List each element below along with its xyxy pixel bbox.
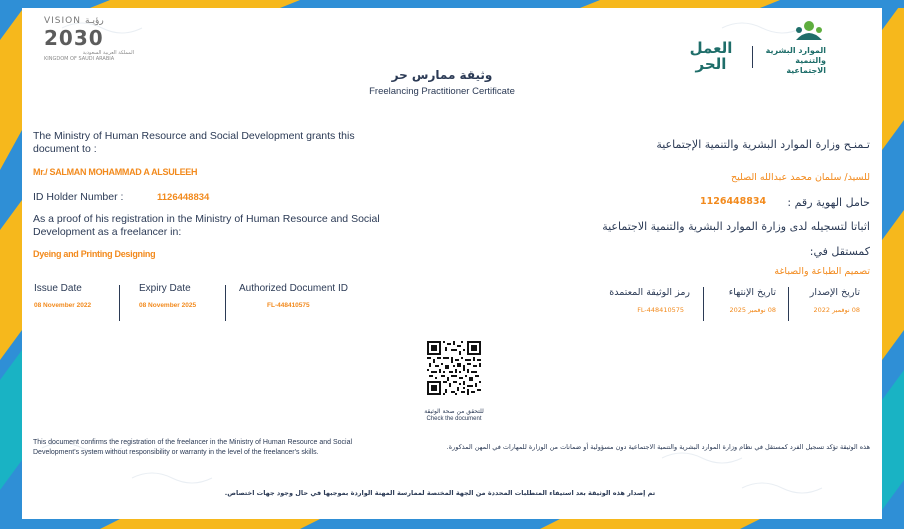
divider: [788, 287, 789, 321]
ar-grants-text: تـمنـح وزارة الموارد البشرية والتنمية الإجتماعية: [656, 138, 870, 151]
en-expiry-label: Expiry Date: [139, 283, 191, 294]
en-issue-date: [34, 283, 91, 321]
qr-code[interactable]: [427, 341, 481, 395]
ar-id-label: حامل الهوية رقم :: [787, 196, 870, 209]
en-doc-id-value: FL-448410575: [267, 302, 310, 309]
en-grants-text: The Ministry of Human Resource and Social Development grants this document to :: [33, 130, 355, 155]
vision-kingdom-en: KINGDOM OF SAUDI ARABIA: [44, 56, 115, 62]
ministry-logo-label: الموارد البشرية والتنمية الاجتماعية: [765, 46, 826, 75]
qr-label-ar: للتحقق من صحة الوثيقة: [424, 408, 484, 415]
ar-expiry-value: 08 نوفمبر 2025: [729, 306, 776, 314]
en-id-label: ID Holder Number :: [33, 191, 124, 203]
vision-year: 2030: [44, 26, 104, 50]
divider: [703, 287, 704, 321]
freelance-logo-label: العمل الحر: [689, 39, 733, 73]
divider: [225, 285, 226, 321]
en-proof-text: As a proof of his registration in the Ministry of Human Resource and Social Development as a freelancer in:: [33, 213, 380, 238]
logo-divider: [752, 46, 753, 68]
ministry-emblem-icon: [792, 18, 826, 48]
en-issue-label: Issue Date: [34, 283, 82, 294]
ar-as-label: كمستقل في:: [809, 245, 870, 258]
freelance-logo: [680, 40, 742, 76]
en-expiry-value: 08 November 2025: [139, 302, 197, 309]
certificate-title-en: Freelancing Practitioner Certificate: [369, 86, 515, 97]
ar-holder-name: للسيد/ سلمان محمد عبدالله الصليح: [730, 172, 870, 183]
footer-disclaimer-en: This document confirms the registration of the freelancer in the Ministry of Human Resource and Social Development's system without responsibility or warranty in the level of the freelancer's skills.: [33, 439, 353, 456]
ar-proof-text: اثباتا لتسجيله لدى وزارة الموارد البشرية والتنمية الاجتماعية: [602, 220, 870, 233]
vision-arabic-label: رؤيـة: [85, 16, 104, 26]
certificate-title-ar: وثيقة ممارس حر: [391, 68, 493, 82]
ar-field-value: تصميم الطباعة والصباغة: [774, 266, 870, 277]
ministry-logo: [758, 18, 848, 76]
en-expiry-date: [139, 283, 196, 321]
qr-label-en: Check the document: [426, 416, 482, 422]
ar-doc-id-label: رمز الوثيقة المعتمدة: [609, 287, 690, 298]
footer-disclaimer-ar: هذه الوثيقة تؤكد تسجيل الفرد كمستقل في نظام وزارة الموارد البشرية والتنمية الاجتماعية دون مسؤولية أو ضمانات من الوزارة للمهارات في المهن المذكورة.: [446, 443, 870, 451]
ar-expiry-label: تاريخ الإنتهاء: [728, 287, 776, 298]
divider: [119, 285, 120, 321]
ar-document-id: [609, 287, 690, 323]
vision-kingdom-ar: المملكة العربية السعودية: [82, 50, 134, 56]
ar-id-value: 1126448834: [700, 196, 767, 207]
vision-2030-logo: [44, 16, 134, 76]
en-field-value: Dyeing and Printing Designing: [33, 249, 156, 259]
ar-issue-label: تاريخ الإصدار: [809, 287, 860, 298]
en-document-id: [239, 283, 348, 321]
ar-issue-value: 08 نوفمبر 2022: [813, 306, 860, 314]
vision-label: VISION: [44, 16, 81, 26]
ar-expiry-date: [729, 287, 776, 323]
en-doc-id-label: Authorized Document ID: [239, 283, 348, 294]
qr-code-icon: [427, 341, 481, 395]
footer-issuance-note: تم إصدار هذه الوثيقة بعد استيفاء المتطلبات المحددة من الجهة المختصة لممارسة المهنة الواردة بموجبها في حال وجود جهات اختصاص.: [224, 489, 656, 497]
en-id-value: 1126448834: [157, 192, 210, 203]
en-issue-value: 08 November 2022: [34, 302, 92, 309]
ar-issue-date: [810, 287, 860, 323]
ar-doc-id-value: FL-448410575: [637, 306, 684, 314]
en-holder-name: Mr./ SALMAN MOHAMMAD A ALSULEEH: [33, 167, 198, 177]
